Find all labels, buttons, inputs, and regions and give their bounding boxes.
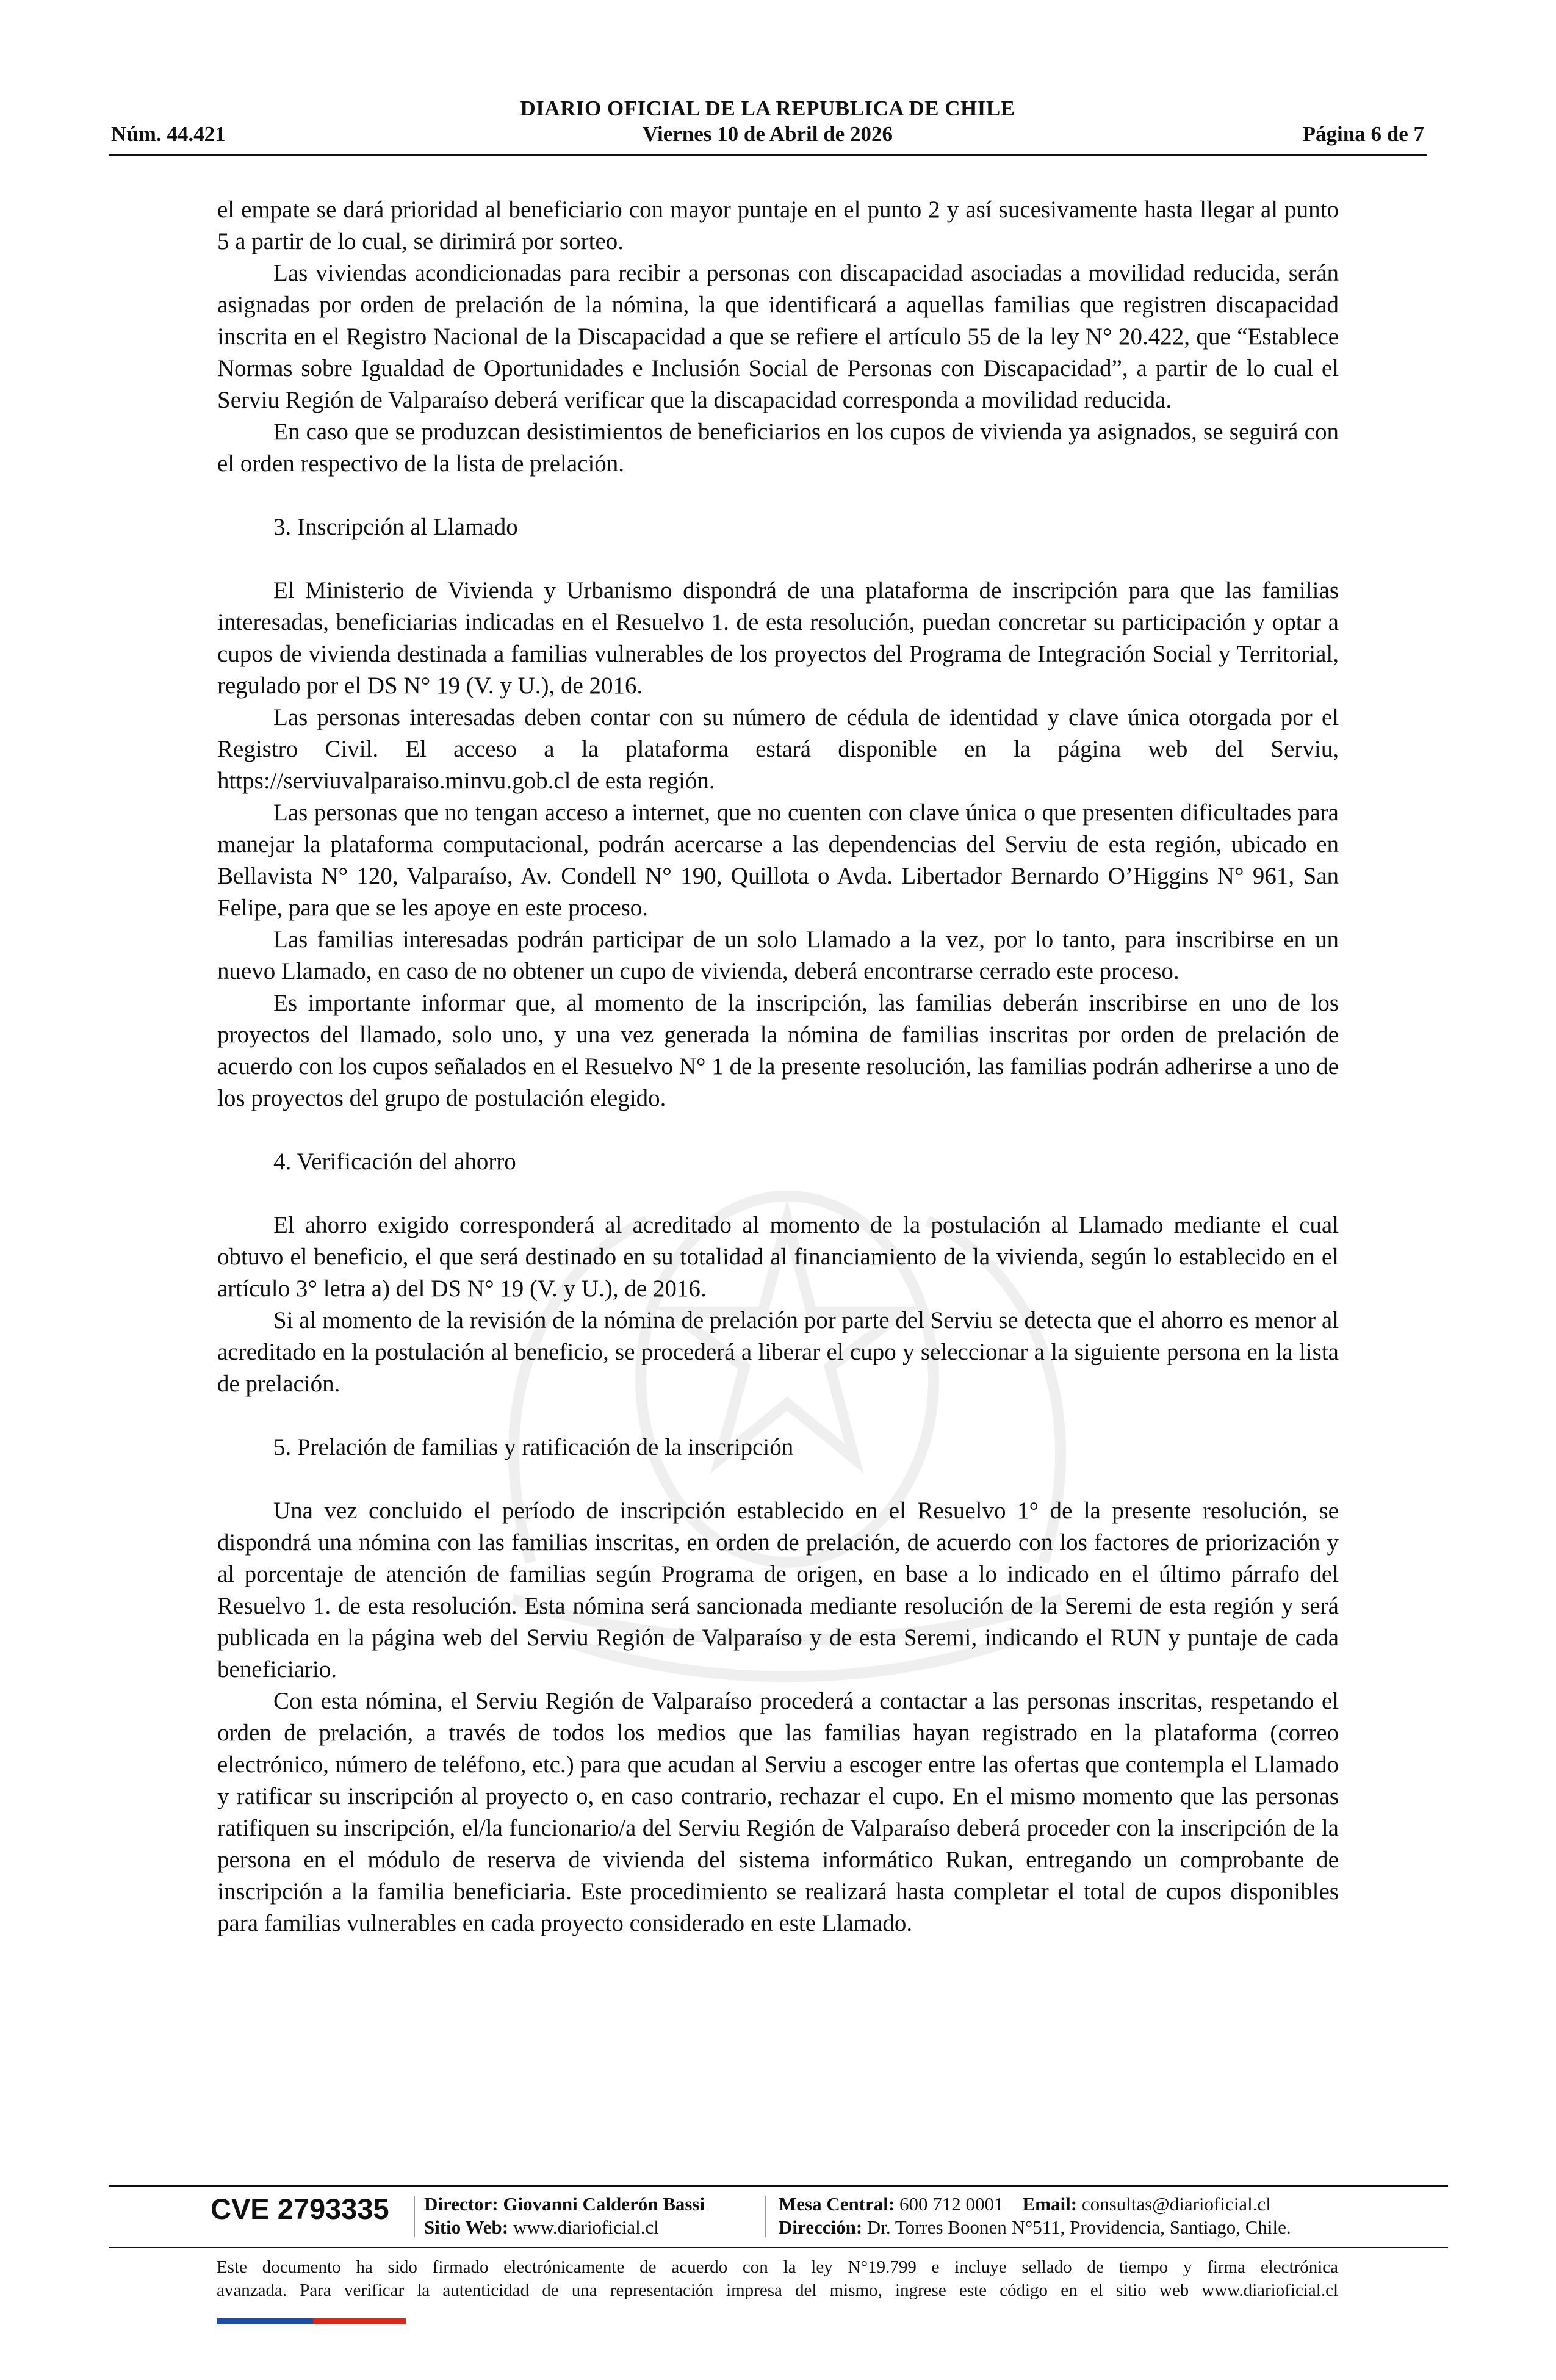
email-link[interactable]: consultas@diarioficial.cl: [1081, 2193, 1271, 2215]
footer-director-block: [424, 2193, 705, 2239]
footer-divider: [414, 2196, 415, 2237]
section-heading: 3. Inscripción al Llamado: [273, 514, 518, 540]
issue-date: Viernes 10 de Abril de 2026: [643, 122, 893, 146]
header-rule: [109, 154, 1427, 156]
paragraph: el empate se dará prioridad al beneficiario con mayor puntaje en el punto 2 y así sucesivamente hasta llegar al punto 5 a partir de lo cual, se dirimirá por sorteo.: [217, 197, 1339, 254]
website-link[interactable]: www.diarioficial.cl: [513, 2216, 659, 2238]
document-body: [217, 194, 1339, 1939]
paragraph: Las familias interesadas podrán participar de un solo Llamado a la vez, por lo tanto, para inscribirse en un nuevo Llamado, en caso de no obtener un cupo de vivienda, deberá encontrarse cerrado este proceso.: [217, 926, 1339, 984]
chile-flag-stripe: [217, 2318, 406, 2324]
page-indicator: Página 6 de 7: [1302, 122, 1424, 146]
address-label: Dirección:: [779, 2216, 863, 2238]
paragraph: En caso que se produzcan desistimientos de beneficiarios en los cupos de vivienda ya asignados, se seguirá con el orden respectivo de la lista de prelación.: [217, 419, 1339, 477]
section-heading: 5. Prelación de familias y ratificación de la inscripción: [273, 1434, 794, 1460]
legal-line: avanzada. Para verificar la autenticidad de una representación impresa del mismo, ingrese este código en el sitio web www.diarioficial.cl: [217, 2281, 1338, 2300]
email-label: Email:: [1022, 2193, 1078, 2215]
phone-number: 600 712 0001: [899, 2193, 1004, 2215]
website-label: Sitio Web:: [424, 2216, 509, 2238]
legal-notice: [217, 2256, 1338, 2302]
paragraph: Las personas que no tengan acceso a internet, que no cuenten con clave única o que presenten dificultades para manejar la plataforma computacional, podrán acercarse a las dependencias del Serviu de esta región, ubicado en Bellavista N° 120, Valparaíso, Av. Condell N° 190, Quillota o Avda. Libertador Bernardo O’Higgins N° 961, San Felipe, para que se les apoye en este proceso.: [217, 799, 1339, 921]
footer-contact-block: [779, 2193, 1291, 2239]
paragraph: Una vez concluido el período de inscripción establecido en el Resuelvo 1° de la presente resolución, se dispondrá una nómina con las familias inscritas, en orden de prelación, de acuerdo con los factores de priorización y al porcentaje de atención de familias según Programa de origen, en base a lo indicado en el último párrafo del Resuelvo 1. de esta resolución. Esta nómina será sancionada mediante resolución de la Seremi de esta región y será publicada en la página web del Serviu Región de Valparaíso y de esta Seremi, indicando el RUN y puntaje de cada beneficiario.: [217, 1498, 1339, 1682]
issue-number: Núm. 44.421: [111, 122, 226, 146]
paragraph: El ahorro exigido corresponderá al acreditado al momento de la postulación al Llamado mediante el cual obtuvo el beneficio, el que será destinado en su totalidad al financiamiento de la vivienda, según lo establecido en el artículo 3° letra a) del DS N° 19 (V. y U.), de 2016.: [217, 1212, 1339, 1302]
section-heading: 4. Verificación del ahorro: [273, 1149, 516, 1175]
page-header: [109, 96, 1427, 157]
flag-red-segment: [313, 2318, 406, 2324]
footer-rule-secondary: [109, 2247, 1448, 2248]
paragraph: Con esta nómina, el Serviu Región de Valparaíso procederá a contactar a las personas inscritas, respetando el orden de prelación, a través de todos los medios que las familias hayan registrado en la plataforma (correo electrónico, número de teléfono, etc.) para que acudan al Serviu a escoger entre las ofertas que contempla el Llamado y ratificar su inscripción al proyecto o, en caso contrario, rechazar el cupo. En el mismo momento que las personas ratifiquen su inscripción, el/la funcionario/a del Serviu Región de Valparaíso deberá proceder con la inscripción de la persona en el módulo de reserva de vivienda del sistema informático Rukan, entregando un comprobante de inscripción a la familia beneficiaria. Este procedimiento se realizará hasta completar el total de cupos disponibles para familias vulnerables en cada proyecto considerado en este Llamado.: [217, 1688, 1339, 1936]
paragraph: Las viviendas acondicionadas para recibir a personas con discapacidad asociadas a movilidad reducida, serán asignadas por orden de prelación de la nómina, la que identificará a aquellas familias que registren discapacidad inscrita en el Registro Nacional de la Discapacidad a que se refiere el artículo 55 de la ley N° 20.422, que “Establece Normas sobre Igualdad de Oportunidades e Inclusión Social de Personas con Discapacidad”, a partir de lo cual el Serviu Región de Valparaíso deberá verificar que la discapacidad corresponda a movilidad reducida.: [217, 260, 1339, 413]
newspaper-title: DIARIO OFICIAL DE LA REPUBLICA DE CHILE: [520, 96, 1015, 120]
flag-blue-segment: [217, 2318, 313, 2324]
director-name: Giovanni Calderón Bassi: [503, 2193, 705, 2215]
address-text: Dr. Torres Boonen N°511, Providencia, Santiago, Chile.: [866, 2216, 1291, 2238]
paragraph: El Ministerio de Vivienda y Urbanismo dispondrá de una plataforma de inscripción para que las familias interesadas, beneficiarias indicadas en el Resuelvo 1. de esta resolución, puedan concretar su participación y optar a cupos de vivienda destinada a familias vulnerables de los proyectos del Programa de Integración Social y Territorial, regulado por el DS N° 19 (V. y U.), de 2016.: [217, 577, 1339, 699]
paragraph: Las personas interesadas deben contar con su número de cédula de identidad y clave única otorgada por el Registro Civil. El acceso a la plataforma estará disponible en la página web del Serviu, https://serviuvalparaiso.minvu.gob.cl de esta región.: [217, 704, 1339, 794]
paragraph: Si al momento de la revisión de la nómina de prelación por parte del Serviu se detecta que el ahorro es menor al acreditado en la postulación al beneficio, se procederá a liberar el cupo y seleccionar a la siguiente persona en la lista de prelación.: [217, 1307, 1339, 1397]
paragraph: Es importante informar que, al momento de la inscripción, las familias deberán inscribirse en uno de los proyectos del llamado, solo uno, y una vez generada la nómina de familias inscritas por orden de prelación de acuerdo con los cupos señalados en el Resuelvo N° 1 de la presente resolución, las familias podrán adherirse a uno de los proyectos del grupo de postulación elegido.: [217, 990, 1339, 1111]
footer-rule: [109, 2185, 1448, 2187]
footer-divider: [765, 2196, 766, 2237]
legal-line: Este documento ha sido firmado electrónicamente de acuerdo con la ley N°19.799 e incluye sellado de tiempo y firma electrónica: [217, 2257, 1338, 2277]
director-label: Director:: [424, 2193, 499, 2215]
phone-label: Mesa Central:: [779, 2193, 895, 2215]
cve-code: CVE 2793335: [211, 2193, 389, 2225]
